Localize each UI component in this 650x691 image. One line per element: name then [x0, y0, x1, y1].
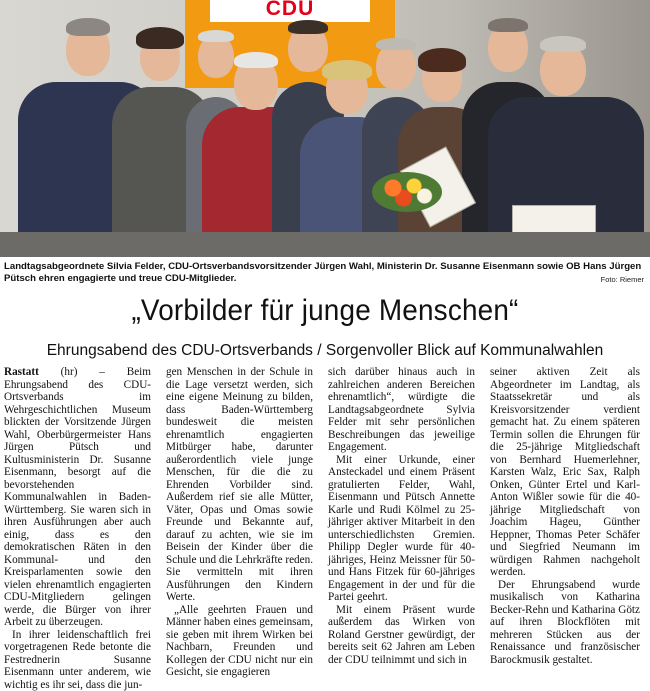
article-paragraph: seiner aktiven Zeit als Abgeordneter im Landtag, als Staatssekretär und als Kreisvorsitzender verdient gemacht hat. Zu einem späteren Termin sollen die Ehrungen für die 25-jährige Mitgliedschaft von Bernhard Huemerlehner, Karsten Walz, Eric Sax, Ralph Onken, Günter Ertel und Karl-Anton Wißler sowie für die 40-jährige Mitgliedschaft von Joachim Hageu, Günther Heppner, Thomas Peter Schäfer und Siegfried Neumann im würdigen Rahmen nachgeholt werden. [490, 366, 640, 579]
group-photo [0, 0, 650, 257]
article-column-4 [490, 366, 640, 667]
paragraph-text: (hr) – Beim Ehrungsabend des CDU-Ortsverbands im Wehrgeschichtlichen Museum blickten der Vorsitzende Jürgen Wahl, Oberbürgermeister Hans Jürgen Pütsch und Kultusministerin Dr. Susanne Eisenmann, besorgt auf die bevorstehenden Kommunalwahlen in Baden-Württemberg. Sie waren sich in ihren Ausführungen aber auch einig, dass es den demokratischen Räten in den Kommunal- und den Kreisparlamenten sowie den vielen ehrenamtlich engagierten CDU-Mitgliedern gelingen werde, die Bürger von ihrer Arbeit zu überzeugen. [4, 366, 151, 628]
article-column-2 [166, 366, 313, 667]
flower-bouquet [372, 172, 442, 212]
article-paragraph: „Alle geehrten Frauen und Männer haben eines gemeinsam, sie geben mit ihrem Wirken bei Nachbarn, Freunden und Kollegen der CDU nicht nur ein Gesicht, sie engagieren [166, 604, 313, 679]
article-paragraph: Der Ehrungsabend wurde musikalisch von Katharina Becker-Rehn und Katharina Götz auf ihren Blockflöten mit mehreren Stücken aus der Renaissance und französischer Barockmusik gestaltet. [490, 579, 640, 667]
article-paragraph: Mit einem Präsent wurde außerdem das Wirken von Roland Gerstner gewürdigt, der bereits seit 62 Jahren am Leben der CDU teilnimmt und sich in [328, 604, 475, 667]
photo-caption: Landtagsabgeordnete Silvia Felder, CDU-Ortsverbandsvorsitzender Jürgen Wahl, Ministerin Dr. Susanne Eisenmann sowie OB Hans Jürgen Pütsch ehren engagierte und treue CDU-Mitglieder. [4, 261, 646, 285]
article-subheadline: Ehrungsabend des CDU-Ortsverbands / Sorgenvoller Blick auf Kommunalwahlen [0, 341, 650, 361]
article-paragraph: gen Menschen in der Schule in die Lage versetzt werden, sich eine eigene Meinung zu bilden, dass Baden-Württemberg bundesweit die meisten ehrenamtlich engagierten Mitbürger habe, darunter außerordentlich viele junge Menschen, für die die zu Ehrenden Vorbilder sind. Außerdem rief sie alle Mütter, Väter, Opas und Omas sowie Freunde und Bekannte auf, darauf zu achten, wie sie im Beisein der Kinder über die Schule und die Lehrkräfte reden. Sie vermitteln mit ihren Ausführungen den Kindern Werte. [166, 366, 313, 604]
article-paragraph: In ihrer leidenschaftlich frei vorgetragenen Rede betonte die Festrednerin Susanne Eisenmann unter anderem, wie wichtig es ihr sei, dass die jun- [4, 629, 151, 691]
article-dateline: Rastatt [4, 366, 39, 378]
article-paragraph [4, 366, 151, 629]
cdu-banner-logo: CDU [210, 0, 370, 22]
article-headline: „Vorbilder für junge Menschen“ [23, 292, 628, 330]
photo-credit: Foto: Riemer [601, 275, 644, 284]
article-column-3 [328, 366, 475, 667]
article-column-1 [4, 366, 151, 667]
article-paragraph: sich darüber hinaus auch in zahlreichen anderen Bereichen ehrenamtlich“, würdigte die Landtagsabgeordnete Sylvia Felder mit sehr persönlichen Beschreibungen das jeweilige Engagement. [328, 366, 475, 454]
article-paragraph: Mit einer Urkunde, einer Ansteckadel und einem Präsent gratulierten Felder, Wahl, Eisenmann und Pütsch Annette Karle und Rudi Kölmel zu 25-jähriger aktiver Mitarbeit in den unterschiedlichsten Gremien. Philipp Degler wurde für 40-jähriges, Heinz Meissner für 50- und Hans Fitzek für 60-jähriges Engagement in der und für die Partei geehrt. [328, 454, 475, 604]
photo-floor [0, 232, 650, 257]
